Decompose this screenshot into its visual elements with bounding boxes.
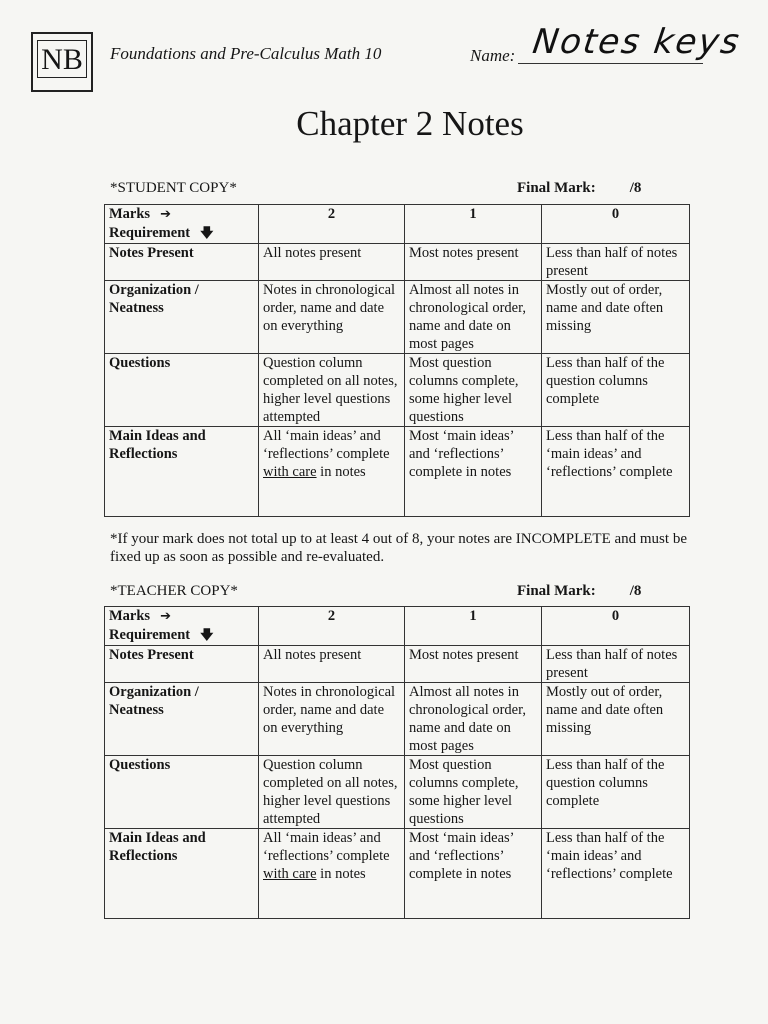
student-copy-label: *STUDENT COPY* <box>110 180 237 196</box>
name-handwritten-value: Notes keys <box>530 22 744 62</box>
name-label: Name: <box>470 46 516 65</box>
final-mark-label: Final Mark: <box>517 583 596 599</box>
emphasis-text: with care <box>263 464 317 480</box>
criterion-label: Questions <box>105 354 259 427</box>
criterion-label: Organization / Neatness <box>105 683 259 756</box>
score-0-cell: Less than half of notes present <box>542 646 690 683</box>
score-1-cell: Most ‘main ideas’ and ‘reflections’ complete in notes <box>405 829 542 919</box>
arrow-down-icon: 🡇 <box>200 628 214 643</box>
table-row <box>105 646 690 683</box>
incomplete-footnote: *If your mark does not total up to at least 4 out of 8, your notes are INCOMPLETE and must be fixed up as soon as possible and re-evaluated. <box>110 531 687 565</box>
score-1-cell: Most question columns complete, some higher level questions <box>405 756 542 829</box>
page-title: Chapter 2 Notes <box>296 104 524 143</box>
score-2-cell: Notes in chronological order, name and date on everything <box>259 683 405 756</box>
table-header-row <box>105 607 690 646</box>
marks-requirement-header: Marks ➔ Requirement 🡇 <box>105 607 259 646</box>
score-0-cell: Less than half of the question columns complete <box>542 756 690 829</box>
table-header-row <box>105 205 690 244</box>
score-2-cell: All ‘main ideas’ and ‘reflections’ complete with care in notes <box>259 427 405 517</box>
score-0-cell: Less than half of notes present <box>542 244 690 281</box>
student-final-mark <box>517 180 641 197</box>
score-0-cell: Less than half of the ‘main ideas’ and ‘reflections’ complete <box>542 829 690 919</box>
table-row <box>105 829 690 919</box>
score-1-header: 1 <box>405 607 542 646</box>
score-1-cell: Most notes present <box>405 646 542 683</box>
score-2-cell: Notes in chronological order, name and date on everything <box>259 281 405 354</box>
arrow-right-icon: ➔ <box>160 609 171 624</box>
score-2-cell: All notes present <box>259 646 405 683</box>
teacher-rubric-table <box>104 606 690 919</box>
criterion-label: Main Ideas and Reflections <box>105 427 259 517</box>
table-row <box>105 354 690 427</box>
criterion-label: Questions <box>105 756 259 829</box>
nb-badge: NB <box>37 40 87 78</box>
table-row <box>105 281 690 354</box>
score-2-header: 2 <box>259 205 405 244</box>
score-0-header: 0 <box>542 205 690 244</box>
course-title: Foundations and Pre-Calculus Math 10 <box>110 44 382 63</box>
arrow-right-icon: ➔ <box>160 207 171 222</box>
table-row <box>105 756 690 829</box>
name-underline <box>518 63 703 64</box>
score-2-header: 2 <box>259 607 405 646</box>
nb-badge-box <box>31 32 93 92</box>
score-1-cell: Most notes present <box>405 244 542 281</box>
score-2-cell: Question column completed on all notes, higher level questions attempted <box>259 756 405 829</box>
table-row <box>105 244 690 281</box>
score-1-header: 1 <box>405 205 542 244</box>
score-1-cell: Most ‘main ideas’ and ‘reflections’ complete in notes <box>405 427 542 517</box>
score-0-header: 0 <box>542 607 690 646</box>
table-row <box>105 683 690 756</box>
criterion-label: Organization / Neatness <box>105 281 259 354</box>
score-2-cell: All ‘main ideas’ and ‘reflections’ complete with care in notes <box>259 829 405 919</box>
score-0-cell: Mostly out of order, name and date often missing <box>542 683 690 756</box>
teacher-copy-label: *TEACHER COPY* <box>110 583 238 599</box>
teacher-final-mark <box>517 583 641 600</box>
score-0-cell: Less than half of the ‘main ideas’ and ‘reflections’ complete <box>542 427 690 517</box>
final-mark-label: Final Mark: <box>517 180 596 196</box>
criterion-label: Main Ideas and Reflections <box>105 829 259 919</box>
score-2-cell: All notes present <box>259 244 405 281</box>
student-rubric-table <box>104 204 690 517</box>
score-0-cell: Less than half of the question columns complete <box>542 354 690 427</box>
score-1-cell: Most question columns complete, some higher level questions <box>405 354 542 427</box>
table-row <box>105 427 690 517</box>
arrow-down-icon: 🡇 <box>200 226 214 241</box>
score-1-cell: Almost all notes in chronological order, name and date on most pages <box>405 683 542 756</box>
criterion-label: Notes Present <box>105 646 259 683</box>
emphasis-text: with care <box>263 866 317 882</box>
score-1-cell: Almost all notes in chronological order, name and date on most pages <box>405 281 542 354</box>
criterion-label: Notes Present <box>105 244 259 281</box>
score-2-cell: Question column completed on all notes, higher level questions attempted <box>259 354 405 427</box>
score-0-cell: Mostly out of order, name and date often missing <box>542 281 690 354</box>
final-mark-score: /8 <box>629 583 642 599</box>
final-mark-score: /8 <box>629 180 642 196</box>
marks-requirement-header: Marks ➔ Requirement 🡇 <box>105 205 259 244</box>
